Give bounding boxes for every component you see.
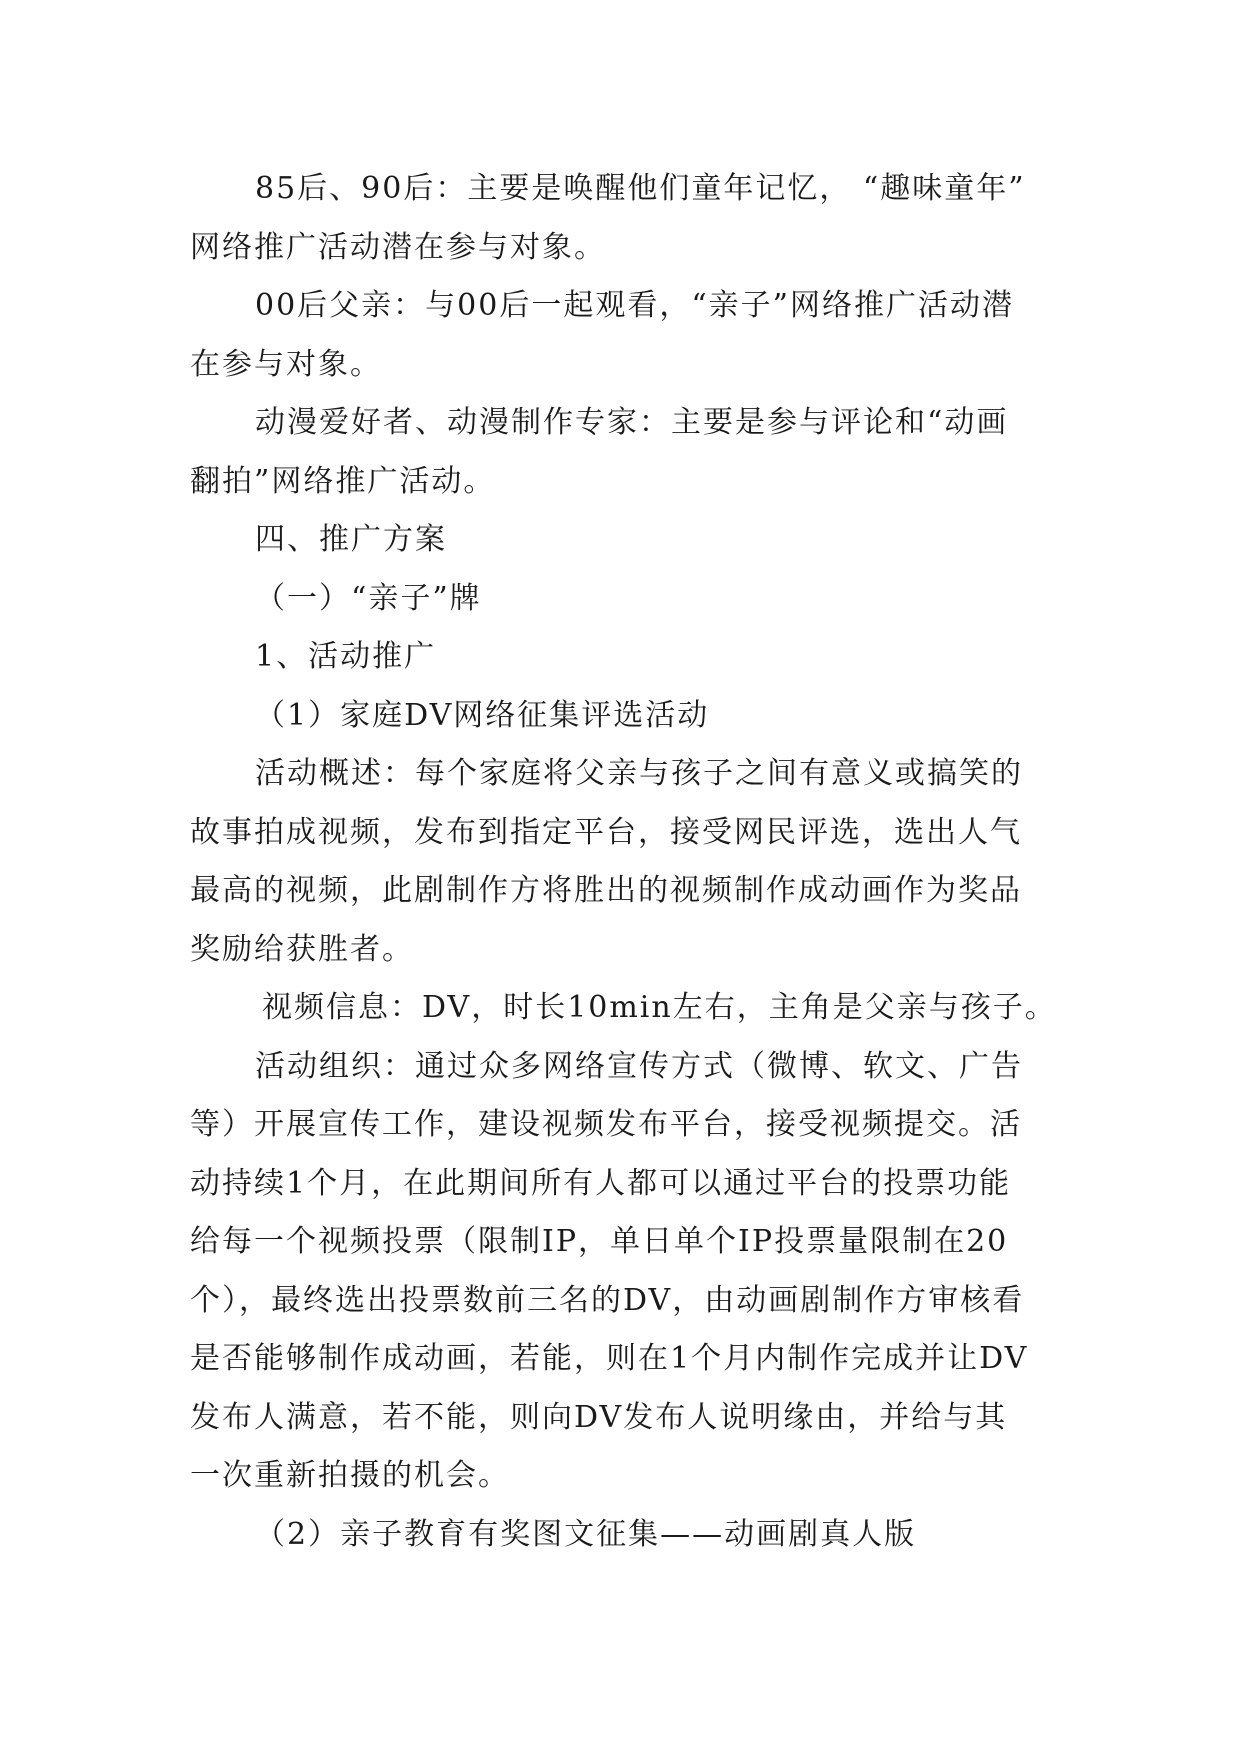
paragraph-target-anime-fans-line-2: 翻拍”网络推广活动。 bbox=[190, 463, 496, 499]
paragraph-target-85-90-line-2: 网络推广活动潜在参与对象。 bbox=[190, 229, 606, 265]
paragraph-activity-overview-line-1: 活动概述：每个家庭将父亲与孩子之间有意义或搞笑的 bbox=[255, 756, 1023, 791]
subsection-heading-parent-child: （一）“亲子”牌 bbox=[255, 580, 482, 616]
paragraph-target-00-fathers-line-2: 在参与对象。 bbox=[190, 346, 382, 382]
section-heading-promotion-plan: 四、推广方案 bbox=[255, 522, 447, 557]
paragraph-activity-organization-line-6: 是否能够制作成动画，若能，则在1个月内制作完成并让DV bbox=[190, 1341, 1029, 1376]
item-heading-activity-promotion: 1、活动推广 bbox=[255, 639, 437, 674]
paragraph-activity-organization-line-8: 一次重新拍摄的机会。 bbox=[190, 1458, 510, 1493]
paragraph-activity-organization-line-7: 发布人满意，若不能，则向DV发布人说明缘由，并给与其 bbox=[190, 1399, 1008, 1435]
paragraph-activity-organization-line-2: 等）开展宣传工作，建设视频发布平台，接受视频提交。活 bbox=[190, 1107, 1022, 1142]
item-heading-family-dv: （1）家庭DV网络征集评选活动 bbox=[255, 697, 710, 733]
paragraph-activity-organization-line-3: 动持续1个月，在此期间所有人都可以通过平台的投票功能 bbox=[190, 1165, 1012, 1201]
paragraph-activity-organization-line-4: 给每一个视频投票（限制IP，单日单个IP投票量限制在20 bbox=[190, 1224, 1009, 1259]
paragraph-activity-overview-line-4: 奖励给获胜者。 bbox=[190, 931, 414, 967]
paragraph-video-info: 视频信息：DV，时长10min左右，主角是父亲与孩子。 bbox=[262, 990, 1057, 1025]
paragraph-target-85-90-line-1: 85后、90后：主要是唤醒他们童年记忆， “趣味童年” bbox=[255, 171, 1026, 206]
paragraph-activity-organization-line-5: 个），最终选出投票数前三名的DV，由动画剧制作方审核看 bbox=[190, 1282, 1025, 1318]
paragraph-activity-organization-line-1: 活动组织：通过众多网络宣传方式（微博、软文、广告 bbox=[255, 1048, 1023, 1084]
item-heading-parenting-contest: （2）亲子教育有奖图文征集——动画剧真人版 bbox=[255, 1516, 917, 1552]
paragraph-activity-overview-line-3: 最高的视频，此剧制作方将胜出的视频制作成动画作为奖品 bbox=[190, 873, 1022, 908]
document-body bbox=[190, 160, 1070, 1564]
paragraph-activity-overview-line-2: 故事拍成视频，发布到指定平台，接受网民评选，选出人气 bbox=[190, 814, 1022, 850]
paragraph-target-00-fathers-line-1: 00后父亲：与00后一起观看，“亲子”网络推广活动潜 bbox=[255, 288, 1015, 323]
paragraph-target-anime-fans-line-1: 动漫爱好者、动漫制作专家：主要是参与评论和“动画 bbox=[255, 405, 1009, 440]
